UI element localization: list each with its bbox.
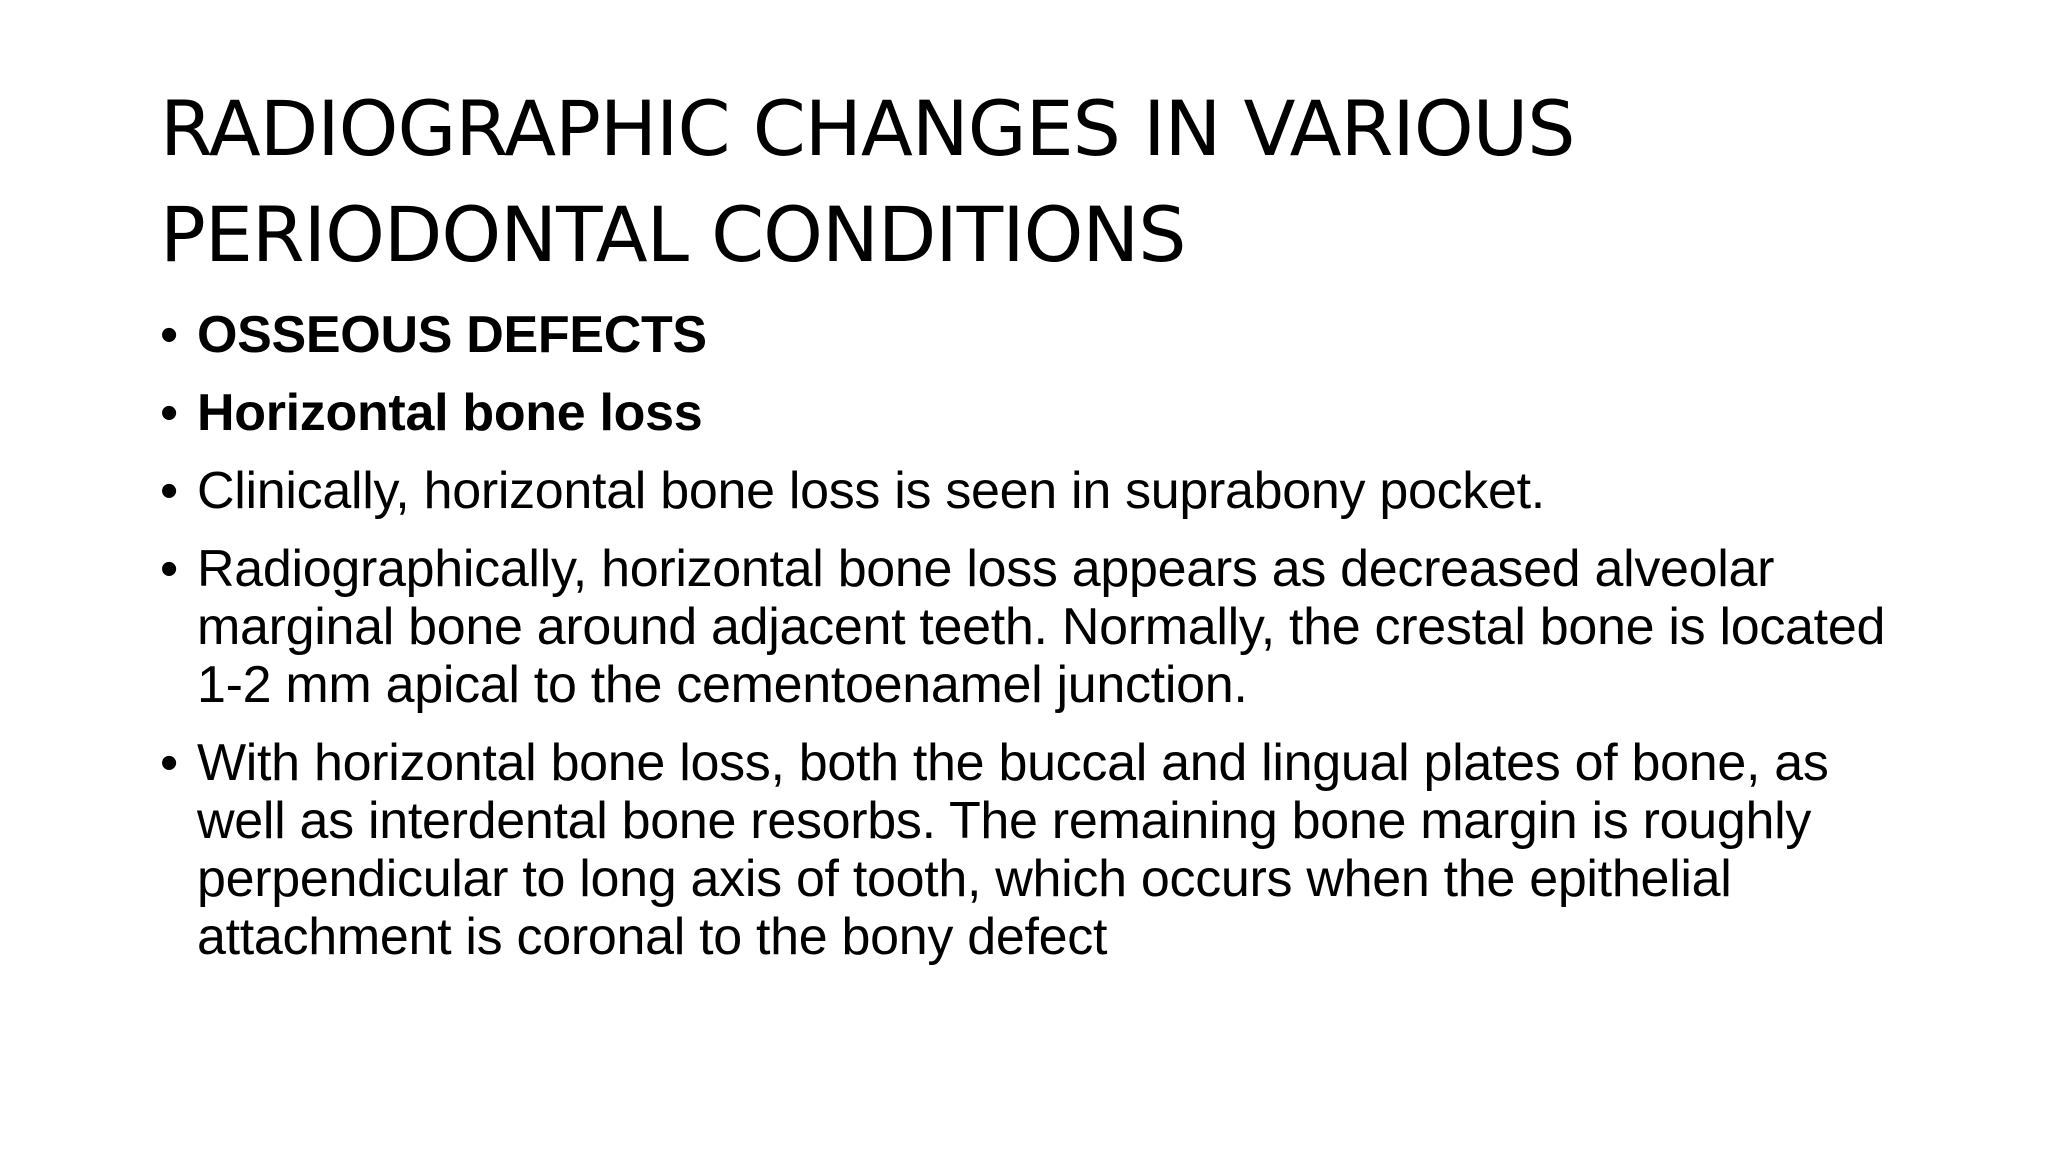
title-line-1: RADIOGRAPHIC CHANGES IN VARIOUS: [160, 84, 1575, 173]
bullet-item-clinically: [160, 462, 1920, 520]
bullet-item-with-horizontal-bone-loss: [160, 734, 1920, 966]
bullet-item-horizontal-bone-loss: [160, 384, 1920, 442]
bullet-text: With horizontal bone loss, both the buccal and lingual plates of bone, as well as interdental bone resorbs. The remaining bone margin is roughly perpendicular to long axis of tooth, which occurs when the epithelial attachment is coronal to the bony defect: [197, 734, 1829, 966]
bullet-dot-icon: •: [160, 540, 178, 598]
bullet-list: [160, 306, 1920, 986]
title-line-2: PERIODONTAL CONDITIONS: [160, 190, 1186, 279]
bullet-dot-icon: •: [160, 306, 178, 364]
bullet-text: Radiographically, horizontal bone loss appears as decreased alveolar marginal bone around adjacent teeth. Normally, the crestal bone is located 1-2 mm apical to the cementoenamel junction.: [197, 540, 1886, 714]
bullet-item-radiographically: [160, 540, 1920, 714]
bullet-dot-icon: •: [160, 462, 178, 520]
bullet-text: Horizontal bone loss: [197, 384, 703, 442]
slide-title: [160, 76, 1920, 288]
bullet-dot-icon: •: [160, 384, 178, 442]
bullet-text: Clinically, horizontal bone loss is seen in suprabony pocket.: [197, 462, 1545, 520]
bullet-dot-icon: •: [160, 734, 178, 792]
bullet-item-osseous-defects: [160, 306, 1920, 364]
bullet-text: OSSEOUS DEFECTS: [197, 306, 707, 364]
